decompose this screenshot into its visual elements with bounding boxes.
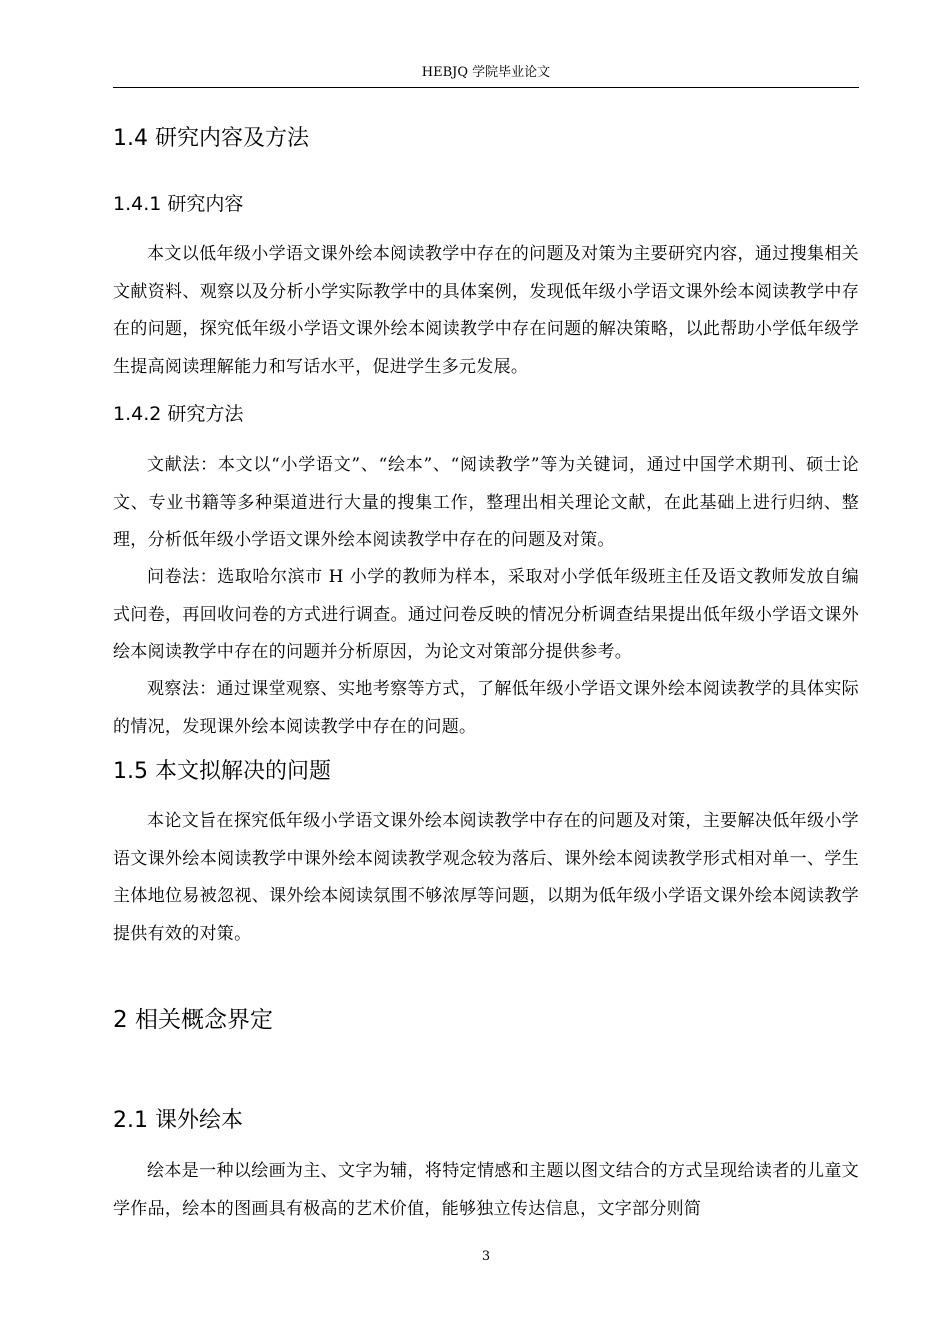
chapter-heading-2: 2 相关概念界定 [113,1007,273,1033]
paragraph-problems-to-solve: 本论文旨在探究低年级小学语文课外绘本阅读教学中存在的问题及对策，主要解决低年级小学语文课外绘本阅读教学中课外绘本阅读教学观念较为落后、课外绘本阅读教学形式相对单一、学生主体地位易被忽视、课外绘本阅读氛围不够浓厚等问题，以期为低年级小学语文课外绘本阅读教学提供有效的对策。 [113,811,859,944]
paragraph-observation-method: 观察法：通过课堂观察、实地考察等方式，了解低年级小学语文课外绘本阅读教学的具体实际的情况，发现课外绘本阅读教学中存在的问题。 [113,679,859,737]
section-heading-1-4-1: 1.4.1 研究内容 [113,193,244,215]
paragraph-literature-method: 文献法：本文以“小学语文”、“绘本”、“阅读教学”等为关键词，通过中国学术期刊、硕士论文、专业书籍等多种渠道进行大量的搜集工作，整理出相关理论文献，在此基础上进行归纳、整理，分析低年级小学语文课外绘本阅读教学中存在的问题及对策。 [113,455,859,550]
section-heading-1-4-2: 1.4.2 研究方法 [113,403,244,425]
header-divider [113,87,859,88]
section-heading-2-1: 2.1 课外绘本 [113,1108,243,1133]
page-number: 3 [481,1249,491,1264]
section-heading-1-4: 1.4 研究内容及方法 [113,126,309,151]
paragraph-questionnaire-method: 问卷法：选取哈尔滨市 H 小学的教师为样本，采取对小学低年级班主任及语文教师发放自编式问卷，再回收问卷的方式进行调查。通过问卷反映的情况分析调查结果提出低年级小学语文课外绘本阅读教学中存在的问题并分析原因，为论文对策部分提供参考。 [113,567,859,662]
section-heading-1-5: 1.5 本文拟解决的问题 [113,759,331,784]
running-header: HEBJQ 学院毕业论文 [421,65,551,80]
paragraph-picture-book-definition: 绘本是一种以绘画为主、文字为辅，将特定情感和主题以图文结合的方式呈现给读者的儿童文学作品，绘本的图画具有极高的艺术价值，能够独立传达信息，文字部分则简 [113,1161,859,1219]
paragraph-research-content: 本文以低年级小学语文课外绘本阅读教学中存在的问题及对策为主要研究内容，通过搜集相关文献资料、观察以及分析小学实际教学中的具体案例，发现低年级小学语文课外绘本阅读教学中存在的问题，探究低年级小学语文课外绘本阅读教学中存在问题的解决策略，以此帮助小学低年级学生提高阅读理解能力和写话水平，促进学生多元发展。 [113,244,859,377]
